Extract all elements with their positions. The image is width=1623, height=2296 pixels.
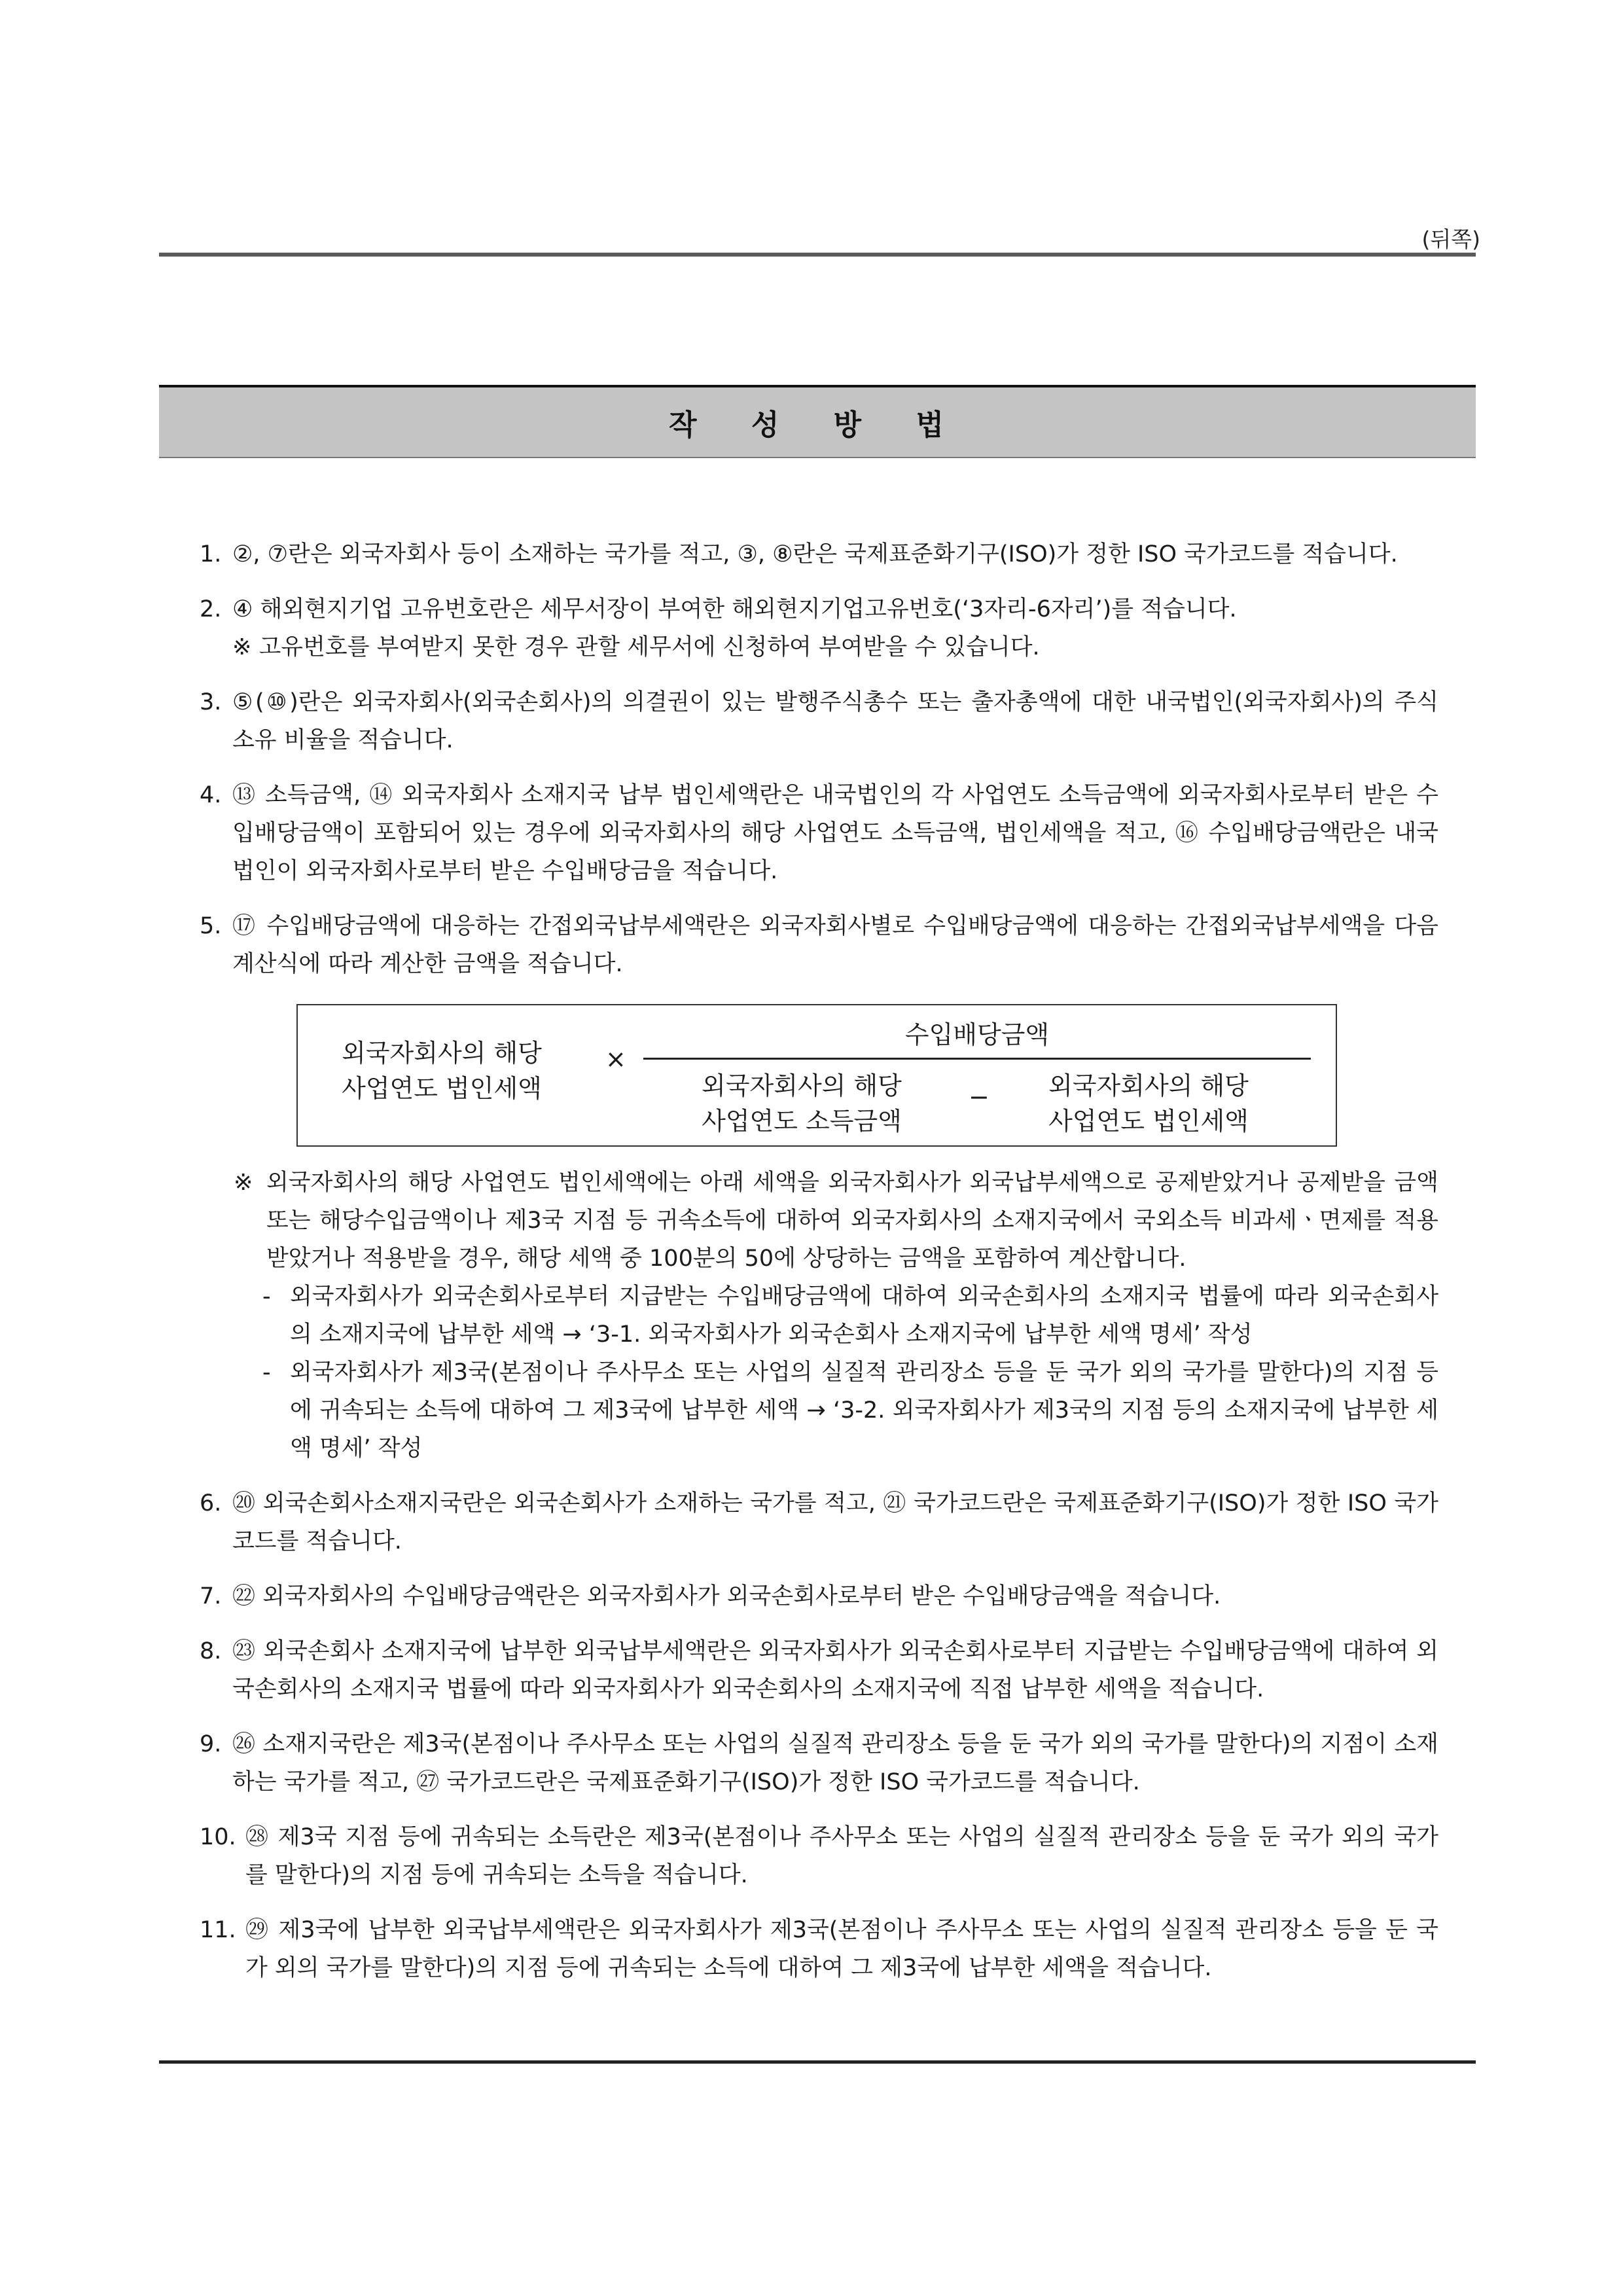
sub-text: 외국자회사가 외국손회사로부터 지급받는 수입배당금액에 대하여 외국손회사의 소재지국 법률에 따라 외국손회사의 소재지국에 납부한 세액 → ‘3-1. 외국자회사가 외국손회사 소재지국에 납부한 세액 명세’ 작성 [290, 1283, 1438, 1348]
formula-note [234, 1164, 1438, 1467]
instruction-item-2 [200, 590, 1438, 666]
formula-denom1-line-2: 사업연도 소득금액 [702, 1107, 902, 1136]
instruction-item-6 [200, 1484, 1438, 1560]
item-number: 5. [200, 913, 222, 939]
top-rule [159, 253, 1476, 257]
bottom-rule [159, 2060, 1476, 2064]
item-number: 11. [200, 1917, 236, 1943]
instruction-item-10 [200, 1818, 1438, 1894]
item-number: 10. [200, 1824, 236, 1850]
calculation-formula-box [296, 1004, 1337, 1147]
item-text: ⑳ 외국손회사소재지국란은 외국손회사가 소재하는 국가를 적고, ㉑ 국가코드란은 국제표준화기구(ISO)가 정한 ISO 국가코드를 적습니다. [232, 1490, 1438, 1554]
formula-left-line-1: 외국자회사의 해당 [342, 1039, 542, 1067]
formula-denom2-line-1: 외국자회사의 해당 [1048, 1071, 1249, 1100]
instruction-item-9 [200, 1725, 1438, 1801]
instruction-item-8 [200, 1632, 1438, 1708]
item-note: ※ 고유번호를 부여받지 못한 경우 관할 세무서에 신청하여 부여받을 수 있습니다. [232, 634, 1040, 660]
item-text: ④ 해외현지기업 고유번호란은 세무서장이 부여한 해외현지기업고유번호(‘3자리-6자리’)를 적습니다. [232, 596, 1237, 622]
formula-denominator-term-2 [1018, 1068, 1279, 1139]
instruction-item-7 [200, 1577, 1438, 1615]
item-text: ⑬ 소득금액, ⑭ 외국자회사 소재지국 납부 법인세액란은 내국법인의 각 사업연도 소득금액에 외국자회사로부터 받은 수입배당금액이 포함되어 있는 경우에 외국자회사의 해당 사업연도 소득금액, 법인세액을 적고, ⑯ 수입배당금액란은 내국법인이 외국자회사로부터 받은 수입배당금을 적습니다. [232, 782, 1438, 884]
item-text: ㉖ 소재지국란은 제3국(본점이나 주사무소 또는 사업의 실질적 관리장소 등을 둔 국가 외의 국가를 말한다)의 지점이 소재하는 국가를 적고, ㉗ 국가코드란은 국제표준화기구(ISO)가 정한 ISO 국가코드를 적습니다. [232, 1731, 1438, 1795]
formula-denom2-line-2: 사업연도 법인세액 [1048, 1107, 1249, 1136]
instructions [200, 535, 1438, 2004]
fraction-line [643, 1058, 1311, 1060]
item-number: 6. [200, 1490, 222, 1516]
item-text: ㉓ 외국손회사 소재지국에 납부한 외국납부세액란은 외국자회사가 외국손회사로부터 지급받는 수입배당금액에 대하여 외국손회사의 소재지국 법률에 따라 외국자회사가 외국손회사의 소재지국에 직접 납부한 세액을 적습니다. [232, 1638, 1438, 1702]
formula-denominator-term-1 [671, 1068, 933, 1139]
item-number: 3. [200, 689, 222, 715]
item-number: 2. [200, 596, 222, 622]
item-number: 9. [200, 1731, 222, 1757]
item-number: 4. [200, 782, 222, 808]
formula-denom1-line-1: 외국자회사의 해당 [702, 1071, 902, 1100]
minus-symbol: − [969, 1083, 990, 1111]
sub-dash: - [262, 1359, 271, 1386]
instruction-item-3 [200, 683, 1438, 759]
formula-left-line-2: 사업연도 법인세액 [342, 1074, 542, 1103]
item-text: ②, ⑦란은 외국자회사 등이 소재하는 국가를 적고, ③, ⑧란은 국제표준화기구(ISO)가 정한 ISO 국가코드를 적습니다. [232, 541, 1398, 567]
note-text: 외국자회사의 해당 사업연도 법인세액에는 아래 세액을 외국자회사가 외국납부세액으로 공제받았거나 공제받을 금액 또는 해당수입금액이나 제3국 지점 등 귀속소득에 대하여 외국자회사의 소재지국에서 국외소득 비과세ㆍ면제를 적용받았거나 적용받을 경우, 해당 세액 중 100분의 50에 상당하는 금액을 포함하여 계산합니다. [266, 1170, 1438, 1272]
item-number: 1. [200, 541, 222, 567]
note-mark: ※ [234, 1170, 253, 1196]
title-bar [159, 385, 1476, 458]
instruction-item-11 [200, 1911, 1438, 1987]
note-sub-item-1 [262, 1278, 1438, 1354]
page-side-label: (뒤쪽) [1421, 226, 1480, 252]
note-sub-item-2 [262, 1354, 1438, 1467]
sub-text: 외국자회사가 제3국(본점이나 주사무소 또는 사업의 실질적 관리장소 등을 둔 국가 외의 국가를 말한다)의 지점 등에 귀속되는 소득에 대하여 그 제3국에 납부한 세액 → ‘3-2. 외국자회사가 제3국의 지점 등의 소재지국에 납부한 세액 명세’ 작성 [290, 1359, 1438, 1462]
item-text: ⑤(⑩)란은 외국자회사(외국손회사)의 의결권이 있는 발행주식총수 또는 출자총액에 대한 내국법인(외국자회사)의 주식 소유 비율을 적습니다. [232, 689, 1438, 753]
item-text: ㉘ 제3국 지점 등에 귀속되는 소득란은 제3국(본점이나 주사무소 또는 사업의 실질적 관리장소 등을 둔 국가 외의 국가를 말한다)의 지점 등에 귀속되는 소득을 적습니다. [245, 1824, 1438, 1888]
item-text: ㉒ 외국자회사의 수입배당금액란은 외국자회사가 외국손회사로부터 받은 수입배당금액을 적습니다. [232, 1583, 1221, 1609]
instruction-item-1 [200, 535, 1438, 573]
instruction-item-4 [200, 776, 1438, 890]
item-number: 8. [200, 1638, 222, 1664]
formula-numerator: 수입배당금액 [904, 1020, 1050, 1049]
item-number: 7. [200, 1583, 222, 1609]
page-title: 작 성 방 법 [669, 408, 966, 442]
item-text: ⑰ 수입배당금액에 대응하는 간접외국납부세액란은 외국자회사별로 수입배당금액에 대응하는 간접외국납부세액을 다음 계산식에 따라 계산한 금액을 적습니다. [232, 913, 1438, 977]
sub-dash: - [262, 1283, 271, 1310]
item-text: ㉙ 제3국에 납부한 외국납부세액란은 외국자회사가 제3국(본점이나 주사무소 또는 사업의 실질적 관리장소 등을 둔 국가 외의 국가를 말한다)의 지점 등에 귀속되는 소득에 대하여 그 제3국에 납부한 세액을 적습니다. [245, 1917, 1438, 1981]
instruction-item-5 [200, 907, 1438, 983]
times-symbol: × [605, 1045, 626, 1073]
formula-multiplicand [324, 1035, 560, 1106]
